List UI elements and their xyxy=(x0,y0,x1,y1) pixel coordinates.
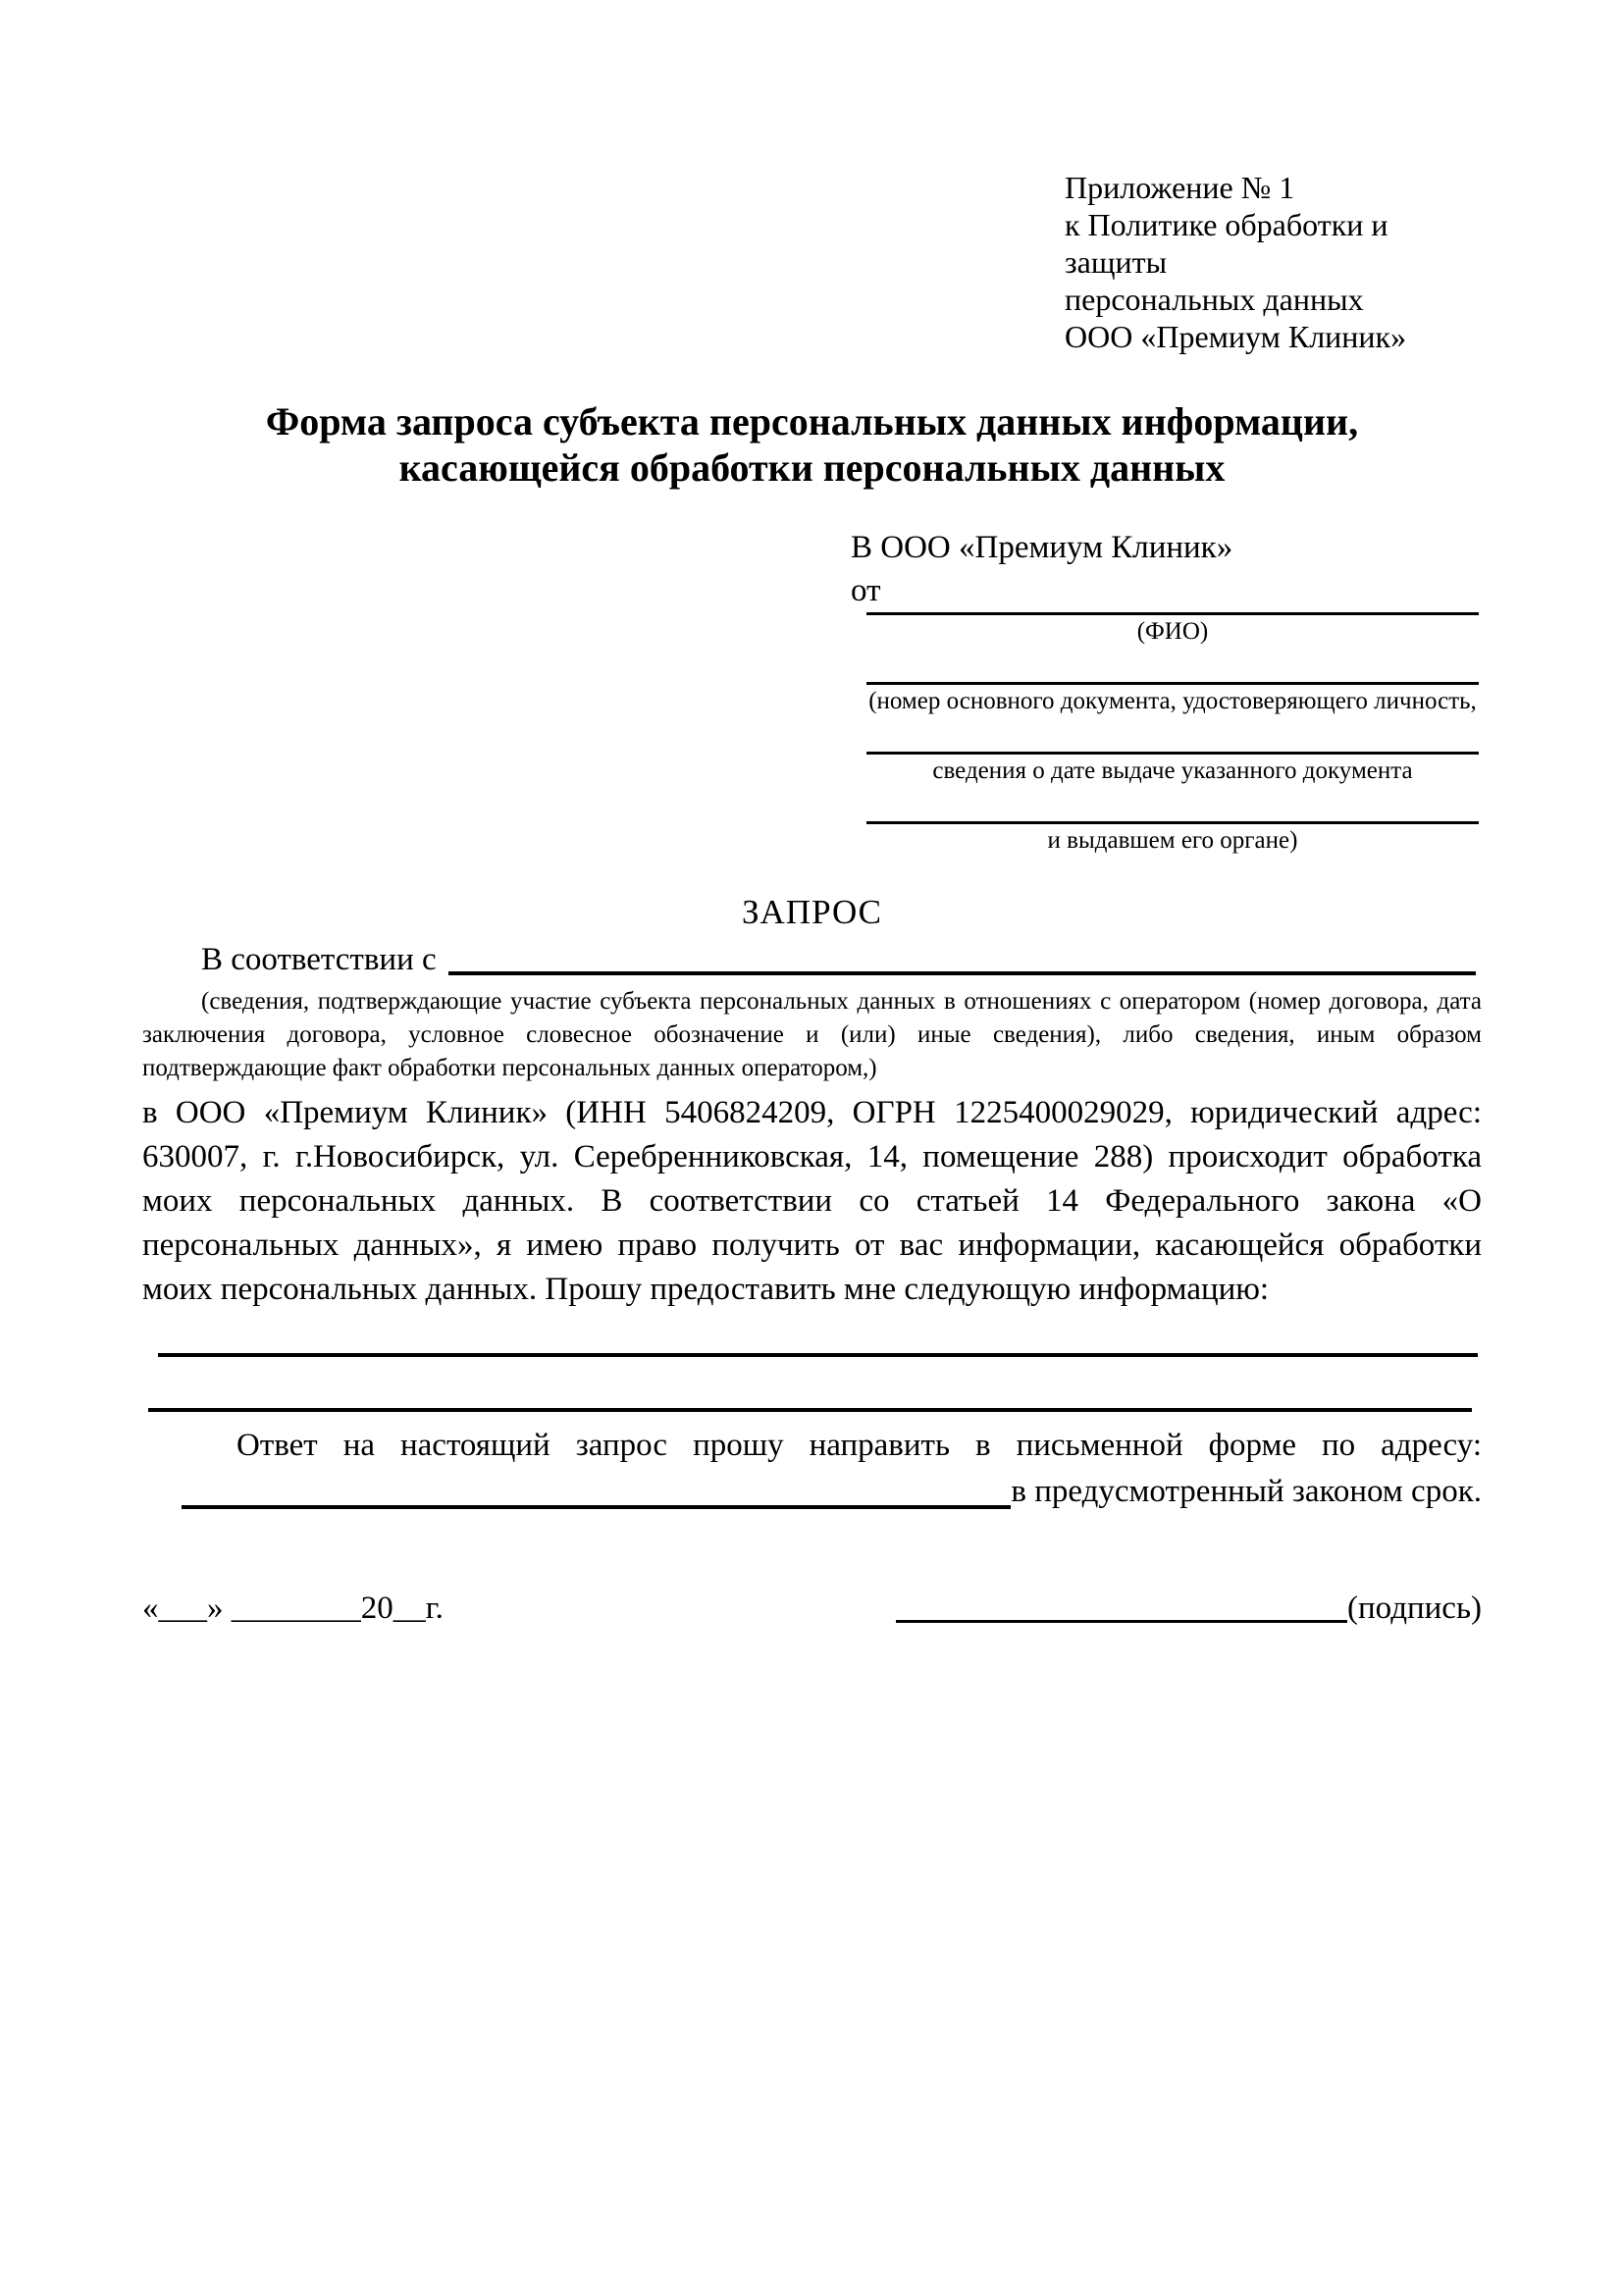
fio-field xyxy=(866,612,1479,647)
issuing-authority-field-label: и выдавшем его органе) xyxy=(1047,827,1298,854)
appendix-block xyxy=(1065,0,1482,355)
reply-address-blank-line xyxy=(182,1505,1011,1509)
document-number-blank-line xyxy=(866,682,1479,685)
appendix-line-3: персональных данных xyxy=(1065,282,1364,317)
document-title: Форма запроса субъекта персональных данных информации, касающейся обработки персональных данных xyxy=(265,399,1359,490)
issuing-authority-blank-line xyxy=(866,821,1479,824)
document-number-field xyxy=(866,682,1479,716)
appendix-line-4: ООО «Премиум Клиник» xyxy=(1065,319,1407,354)
signature-group xyxy=(896,1587,1482,1630)
date-signature-row xyxy=(142,1587,1482,1630)
addressee-to: В ООО «Премиум Клиник» xyxy=(851,530,1233,565)
request-body-text: в ООО «Премиум Клиник» (ИНН 5406824209, ОГРН 1225400029029, юридический адрес: 630007, г. г.Новосибирск, ул. Серебренниковская, 14, помещение 288) происходит обработка моих персональных данных. В соответствии со статьей 14 Федерального закона «О персональных данных», я имею право получить от вас информации, касающейся обработки моих персональных данных. Прошу предоставить мне следующую информацию: xyxy=(142,1095,1482,1307)
reply-suffix-text: в предусмотренный законом срок. xyxy=(1011,1474,1482,1509)
requested-info-blank-line-1 xyxy=(158,1353,1478,1357)
fio-blank-line xyxy=(866,612,1479,615)
issue-date-field-label: сведения о дате выдаче указанного документа xyxy=(932,757,1413,784)
basis-label: В соответствии с xyxy=(201,942,437,977)
signature-label: (подпись) xyxy=(1347,1591,1482,1626)
request-heading: ЗАПРОС xyxy=(741,893,883,931)
addressee-block xyxy=(851,526,1479,856)
document-number-field-label: (номер основного документа, удостоверяющего личность, xyxy=(868,688,1477,714)
date-blank-text: «___» ________20__г. xyxy=(142,1591,444,1626)
issue-date-field xyxy=(866,752,1479,786)
reply-intro-text: Ответ на настоящий запрос прошу направить в письменной форме по адресу: xyxy=(236,1428,1482,1463)
basis-row xyxy=(142,938,1482,981)
basis-blank-line xyxy=(448,971,1476,975)
addressee-from-label: от xyxy=(851,573,881,608)
appendix-line-1: Приложение № 1 xyxy=(1065,170,1295,205)
signature-blank-line xyxy=(896,1620,1347,1623)
reply-address-row xyxy=(142,1470,1482,1514)
appendix-line-2: к Политике обработки и защиты xyxy=(1065,207,1388,280)
fio-field-label: (ФИО) xyxy=(1136,618,1209,645)
basis-note-text: (сведения, подтверждающие участие субъекта персональных данных в отношениях с оператором (номер договора, дата заключения договора, условное словесное обозначение и (или) иные сведения), либо сведения, иным образом подтверждающие факт обработки персональных данных оператором,) xyxy=(142,988,1482,1081)
requested-info-blank-line-2 xyxy=(148,1408,1472,1412)
issue-date-blank-line xyxy=(866,752,1479,755)
issuing-authority-field xyxy=(866,821,1479,856)
